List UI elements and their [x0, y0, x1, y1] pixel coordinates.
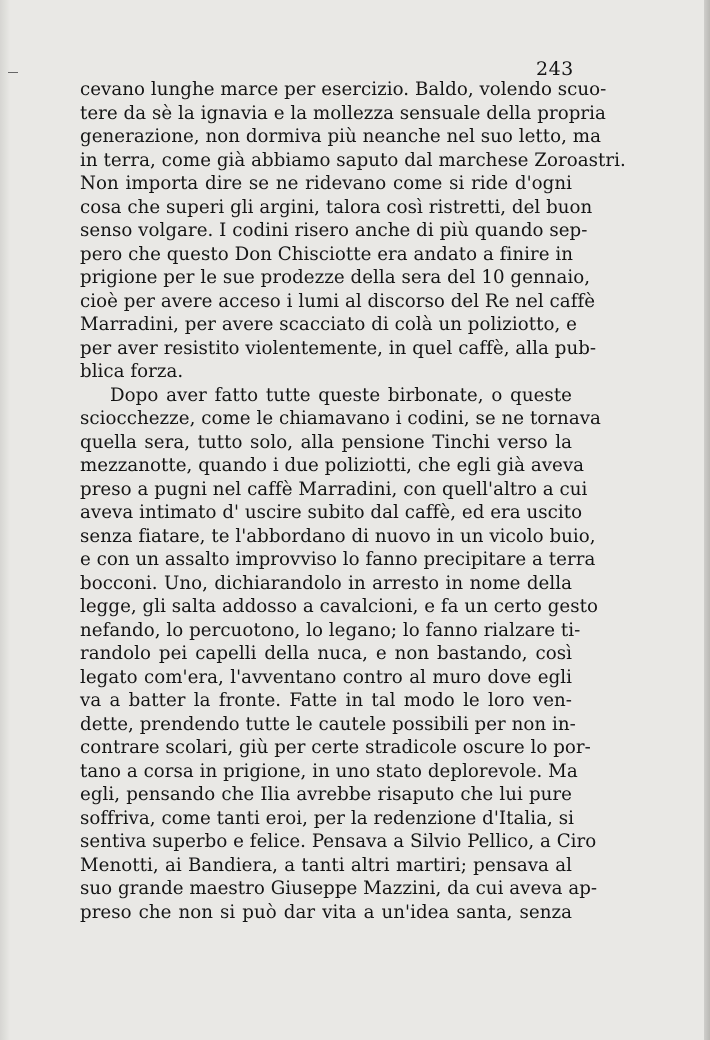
text-line: senso volgare. I codini risero anche di più quando sep-	[80, 220, 588, 241]
text-line: contrare scolari, giù per certe stradicole oscure lo por-	[80, 737, 591, 758]
text-line: cevano lunghe marce per esercizio. Baldo, volendo scuo-	[80, 79, 607, 100]
text-line: aveva intimato d' uscire subito dal caffè, ed era uscito	[80, 502, 583, 523]
text-line: nefando, lo percuotono, lo legano; lo fanno rialzare ti-	[80, 619, 581, 641]
text-line: soffriva, come tanti eroi, per la redenzione d'Italia, si	[80, 807, 574, 829]
margin-mark	[8, 72, 18, 73]
text-line: legato com'era, l'avventano contro al muro dove egli	[80, 666, 572, 688]
text-line: tano a corsa in prigione, in uno stato deplorevole. Ma	[80, 760, 578, 782]
page-number: 243	[536, 58, 574, 80]
text-line: egli, pensando che Ilia avrebbe risaputo che lui pure	[80, 784, 572, 805]
text-line: quella sera, tutto solo, alla pensione Tinchi verso la	[80, 431, 572, 453]
page-gutter-shadow	[0, 0, 10, 1040]
text-line: prigione per le sue prodezze della sera del 10 gennaio,	[80, 267, 591, 288]
text-line: Dopo aver fatto tutte queste birbonate, o queste	[110, 384, 572, 406]
text-line: Marradini, per avere scacciato di colà un poliziotto, e	[80, 314, 577, 335]
text-line: in terra, come già abbiamo saputo dal marchese Zoroastri.	[80, 149, 626, 171]
text-line: randolo pei capelli della nuca, e non bastando, così	[80, 643, 572, 664]
text-line: dette, prendendo tutte le cautele possibili per non in-	[80, 713, 576, 735]
text-line: mezzanotte, quando i due poliziotti, che egli già aveva	[80, 455, 585, 476]
text-line: preso che non si può dar vita a un'idea santa, senza	[80, 901, 572, 923]
text-line: cosa che superi gli argini, talora così ristretti, del buon	[80, 196, 593, 218]
page-edge	[704, 0, 710, 1040]
text-line: generazione, non dormiva più neanche nel suo letto, ma	[80, 126, 601, 147]
text-line: per aver resistito violentemente, in quel caffè, alla pub-	[80, 337, 597, 359]
text-line: cioè per avere acceso i lumi al discorso del Re nel caffè	[80, 290, 596, 312]
text-line: sciocchezze, come le chiamavano i codini, se ne tornava	[80, 408, 601, 429]
text-line: senza fiatare, te l'abbordano di nuovo in un vicolo buio,	[80, 525, 596, 547]
paragraph	[80, 384, 601, 925]
text-line: blica forza.	[80, 361, 184, 382]
text-line: Non importa dire se ne ridevano come si ride d'ogni	[80, 173, 572, 194]
text-line: Menotti, ai Bandiera, a tanti altri martiri; pensava al	[80, 854, 572, 876]
text-line: va a batter la fronte. Fatte in tal modo le loro ven-	[80, 690, 572, 711]
text-line: preso a pugni nel caffè Marradini, con quell'altro a cui	[80, 478, 588, 500]
body-text	[80, 78, 626, 924]
text-line: legge, gli salta addosso a cavalcioni, e fa un certo gesto	[80, 596, 598, 617]
text-line: tere da sè la ignavia e la mollezza sensuale della propria	[80, 102, 606, 124]
text-line: suo grande maestro Giuseppe Mazzini, da cui aveva ap-	[80, 878, 598, 899]
text-line: pero che questo Don Chisciotte era andato a finire in	[80, 243, 573, 265]
text-line: sentiva superbo e felice. Pensava a Silvio Pellico, a Ciro	[80, 831, 597, 852]
text-line: bocconi. Uno, dichiarandolo in arresto in nome della	[80, 572, 572, 594]
paragraph	[80, 78, 626, 384]
text-line: e con un assalto improvviso lo fanno precipitare a terra	[80, 549, 596, 570]
